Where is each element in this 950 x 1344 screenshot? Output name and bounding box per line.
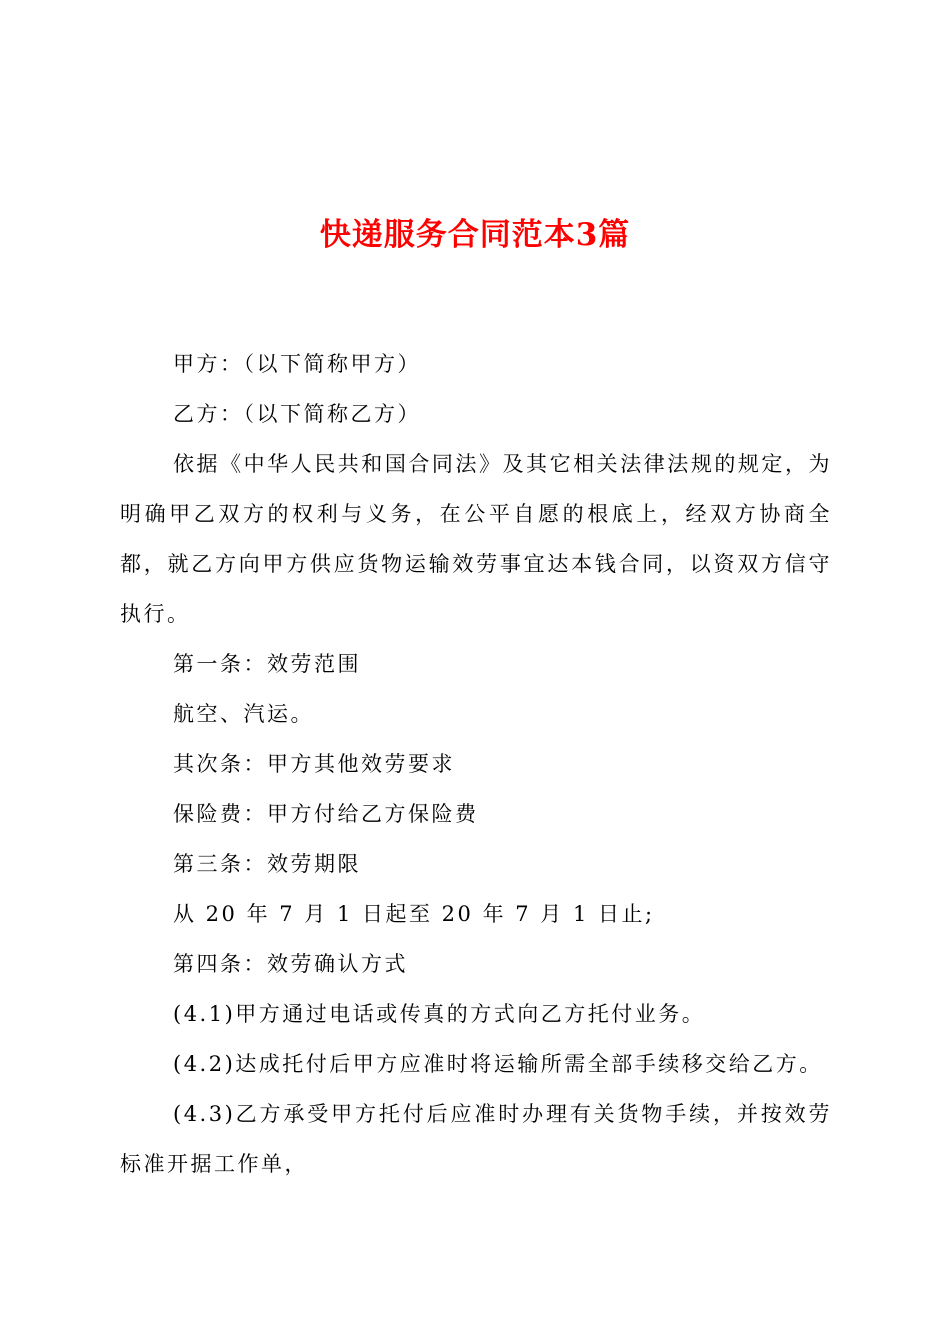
paragraph-article-1-content: 航空、汽运。 xyxy=(173,702,314,726)
paragraph-4-3: (4.3)乙方承受甲方托付后应准时办理有关货物手续，并按效劳标准开据工作单， xyxy=(120,1102,832,1176)
paragraph-article-4-heading: 第四条：效劳确认方式 xyxy=(173,952,408,976)
paragraph-article-2-heading: 其次条：甲方其他效劳要求 xyxy=(173,752,455,776)
paragraph-article-3-heading: 第三条：效劳期限 xyxy=(173,852,361,876)
paragraph-party-a: 甲方：（以下简称甲方） xyxy=(173,352,421,376)
document-title: 快递服务合同范本3篇 xyxy=(319,217,631,253)
paragraph-article-1-heading: 第一条：效劳范围 xyxy=(173,652,361,676)
paragraph-4-2: (4.2)达成托付后甲方应准时将运输所需全部手续移交给乙方。 xyxy=(173,1052,823,1076)
paragraph-preamble: 依据《中华人民共和国合同法》及其它相关法律法规的规定，为明确甲乙双方的权利与义务，在公平自愿的根底上，经双方协商全都，就乙方向甲方供应货物运输效劳事宜达本钱合同，以资双方信守执行。 xyxy=(120,452,832,626)
paragraph-insurance: 保险费：甲方付给乙方保险费 xyxy=(173,802,479,826)
paragraph-4-1: (4.1)甲方通过电话或传真的方式向乙方托付业务。 xyxy=(173,1002,706,1026)
paragraph-party-b: 乙方：（以下简称乙方） xyxy=(173,402,421,426)
document-body xyxy=(120,339,832,1189)
paragraph-service-period: 从 20 年 7 月 1 日起至 20 年 7 月 1 日止; xyxy=(173,902,655,926)
